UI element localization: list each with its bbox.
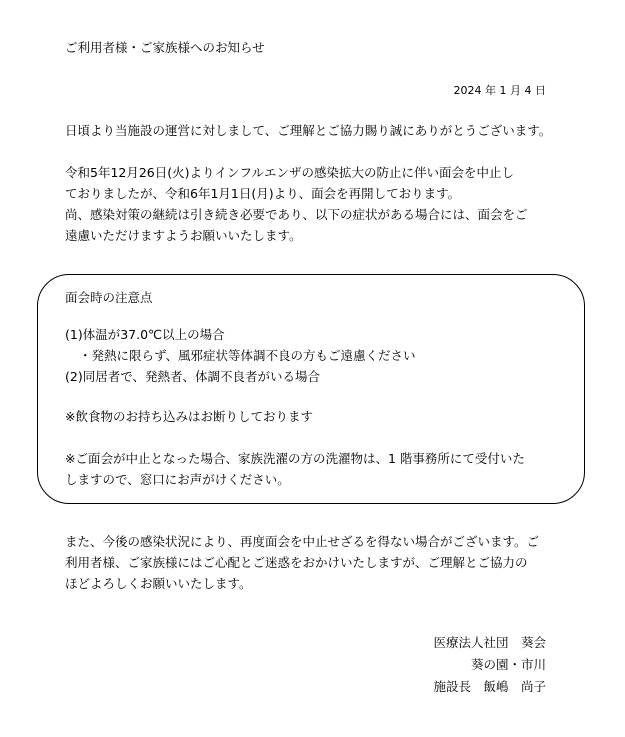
paragraph1-line: 遠慮いただけますようお願いいたします。 bbox=[65, 228, 302, 243]
notice-note-laundry-line: しますので、窓口にお声がけください。 bbox=[65, 472, 290, 487]
signature-director: 施設長 飯嶋 尚子 bbox=[433, 679, 546, 694]
salutation-heading: ご利用者様・ご家族様へのお知らせ bbox=[65, 40, 265, 55]
notice-note-laundry-line: ※ご面会が中止となった場合、家族洗濯の方の洗濯物は、1 階事務所にて受付いた bbox=[65, 451, 525, 466]
notice-note-food: ※飲食物のお持ち込みはお断りしております bbox=[65, 409, 313, 424]
issue-date: 2024 年 1 月 4 日 bbox=[453, 84, 546, 97]
closing-line: ほどよろしくお願いいたします。 bbox=[65, 576, 252, 591]
notice-item-household: (2)同居者で、発熱者、体調不良者がいる場合 bbox=[65, 369, 320, 384]
notice-item-sub-fever: ・発熱に限らず、風邪症状等体調不良の方もご遠慮ください bbox=[79, 348, 416, 363]
paragraph1-line: ておりましたが、令和6年1月1日(月)より、面会を再開しております。 bbox=[65, 186, 461, 201]
closing-line: 利用者様、ご家族様にはご心配とご迷惑をおかけいたしますが、ご理解とご協力の bbox=[65, 555, 528, 570]
greeting-text: 日頃より当施設の運営に対しまして、ご理解とご協力賜り誠にありがとうございます。 bbox=[65, 123, 552, 138]
signature-organization: 医療法人社団 葵会 bbox=[433, 635, 546, 650]
notice-item-body-temperature: (1)体温が37.0℃以上の場合 bbox=[65, 327, 225, 342]
paragraph1-line: 令和5年12月26日(火)よりインフルエンザの感染拡大の防止に伴い面会を中止し bbox=[65, 165, 515, 180]
paragraph1-line: 尚、感染対策の継続は引き続き必要であり、以下の症状がある場合には、面会をご bbox=[65, 207, 528, 222]
notice-title: 面会時の注意点 bbox=[65, 290, 153, 305]
closing-line: また、今後の感染状況により、再度面会を中止せざるを得ない場合がございます。ご bbox=[65, 534, 540, 549]
signature-facility: 葵の園・市川 bbox=[470, 657, 546, 672]
